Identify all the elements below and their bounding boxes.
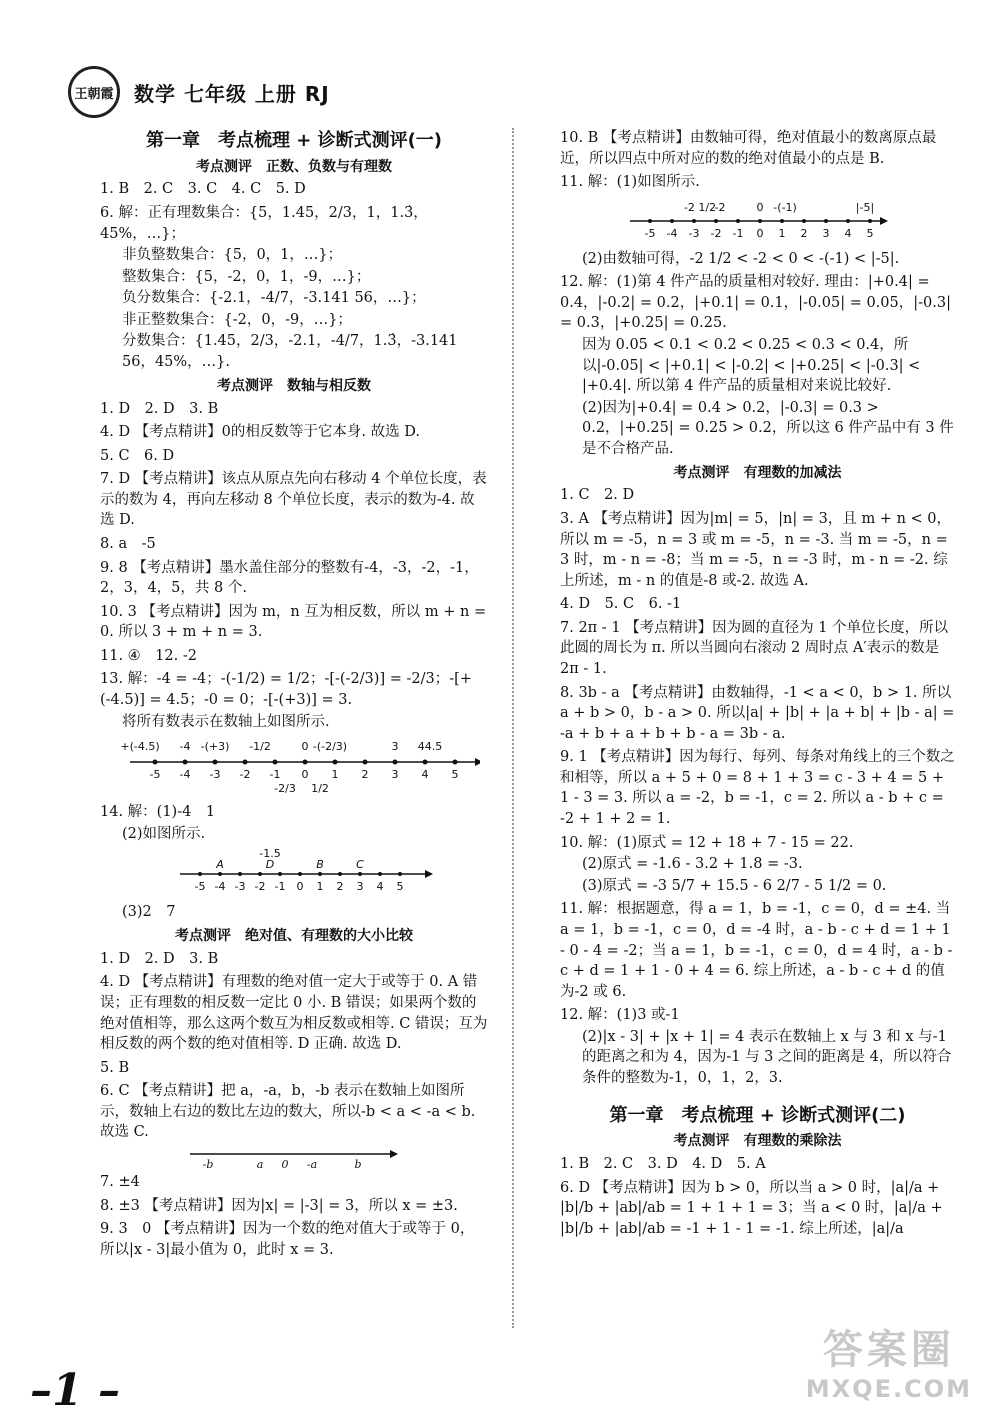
point-label: -(+3) [200, 740, 230, 754]
tick-label: 1 [331, 768, 339, 782]
tick-label: -4 [666, 226, 678, 240]
answer-line: 1. D 2. D 3. B [100, 950, 219, 967]
page-header [68, 64, 330, 120]
tick-label: -4 [214, 880, 226, 894]
point-label: -2/3 [274, 782, 296, 796]
point-label: -a [306, 1157, 318, 1171]
answer-line: 9. 3 0 【考点精讲】因为一个数的绝对值大于或等于 0，所以|x - 3|最小值为 0，此时 x = 3. [100, 1221, 475, 1258]
answer-line: 7. ±4 [100, 1173, 140, 1190]
tick-label: -4 [179, 768, 191, 782]
point-label: a [256, 1157, 264, 1171]
page-number-value: 1 [52, 1365, 83, 1416]
right-column [560, 128, 955, 1242]
page-number: –1 – [30, 1365, 120, 1416]
tick-label: 2 [800, 226, 808, 240]
answer-line: (2)|x - 3| + |x + 1| = 4 表示在数轴上 x 与 3 和 x 与-1 的距离之和为 4，因为-1 与 3 之间的距离是 4，所以符合条件的整数为-1，0，1，2，3. [582, 1028, 952, 1086]
tick-label: 3 [356, 880, 364, 894]
answer-line: 1. D 2. D 3. B [100, 400, 219, 417]
answer-line: 13. 解：-4 = -4；-(-1/2) = 1/2；-[-(-2/3)] = -2/3；-[+(-4.5)] = 4.5；-0 = 0；-[-(+3)] = 3. [100, 671, 472, 709]
tick-label: -5 [149, 768, 161, 782]
answer-line: 8. ±3 【考点精讲】因为|x| = |-3| = 3，所以 x = ±3. [100, 1197, 458, 1214]
tick-label: 3 [391, 768, 399, 782]
answer-line: 9. 8 【考点精讲】墨水盖住部分的整数有-4，-3，-2，-1，2，3，4，5，共 8 个. [100, 559, 479, 597]
answer-line: 11. 解：根据题意，得 a = 1，b = -1，c = 0，d = ±4. 当 a = 1，b = -1，c = 0，d = -4 时，a - b - c + d = 1 + 1 - 0 - 4 = -2；当 a = 1，b = -1，c = 0，d = 4 时，a - b - c + d = 1 + 1 - 0 + 4 = 6. 综上所述，a - b - c + d 的值为-2 或 6. [560, 901, 953, 1000]
answer-line: 4. D 5. C 6. -1 [560, 596, 682, 613]
tick-label: 5 [396, 880, 404, 894]
answer-line: 3. A 【考点精讲】因为|m| = 5，|n| = 3，且 m + n < 0，所以 m = -5，n = 3 或 m = -5，n = -3. 当 m = -5，n = 3 时，m - n = -8；当 m = -5，n = -3 时，m - n = -2. 综上所述，m - n 的值是-8 或-2. 故选 A. [560, 510, 951, 589]
answer-line: 将所有数表示在数轴上如图所示. [122, 713, 330, 730]
answer-line: (2)如图所示. [122, 825, 206, 842]
answer-line: 11. ④ 12. -2 [100, 647, 197, 664]
point-label: 3 [391, 740, 399, 754]
number-line-figure-13 [100, 736, 488, 796]
tick-label: 0 [756, 226, 764, 240]
point-label: -2 1/2 [683, 200, 717, 214]
point-label: 0 [301, 740, 309, 754]
answer-line: 9. 1 【考点精讲】因为每行、每列、每条对角线上的三个数之和相等，所以 a + 5 + 0 = 8 + 1 + 3 = c - 3 + 4 = 5 + 1 - 3 = 3. 所以 a = -2，b = -1，c = 2. 所以 a - b + c = -2 + 1 + 2 = 1. [560, 749, 955, 828]
point-label: -4 [179, 740, 191, 754]
point-label: B [316, 858, 324, 872]
answer-line: 1. B 2. C 3. C 4. C 5. D [100, 181, 306, 198]
answer-line: 5. B [100, 1059, 130, 1076]
number-line-figure-6 [100, 1146, 488, 1172]
answer-line: 11. 解：(1)如图所示. [560, 174, 700, 191]
tick-label: 4 [421, 768, 429, 782]
tick-label: -5 [644, 226, 656, 240]
answer-line: (2)原式 = -1.6 - 3.2 + 1.8 = -3. [582, 856, 803, 873]
answer-line: 10. 解：(1)原式 = 12 + 18 + 7 - 15 = 22. [560, 834, 854, 851]
answer-line: (2)因为|+0.4| = 0.4 > 0.2，|-0.3| = 0.3 > 0.2，|+0.25| = 0.25 > 0.2，所以这 6 件产品中有 3 件是不合格产品. [582, 399, 954, 457]
answer-line: 4. D 【考点精讲】0的相反数等于它本身. 故选 D. [100, 424, 420, 441]
watermark-logo [806, 1318, 972, 1403]
point-label: A [216, 858, 224, 872]
tick-label: -1 [274, 880, 286, 894]
point-label: -2 [714, 200, 726, 214]
answer-line: 1. B 2. C 3. D 4. D 5. A [560, 1156, 766, 1172]
answer-line: 5. C 6. D [100, 447, 175, 464]
book-title: 数学 七年级 上册 RJ [134, 81, 330, 106]
answer-line: (3)原式 = -3 5/7 + 15.5 - 6 2/7 - 5 1/2 = 0. [582, 877, 887, 894]
logo-text: 王朝霞 [74, 86, 114, 102]
tick-label: 5 [866, 226, 874, 240]
answer-line: 4. D 【考点精讲】有理数的绝对值一定大于或等于 0. A 错误；正有理数的相反数一定比 0 小. B 错误；如果两个数的绝对值相等，那么这两个数互为相反数或相等. C 错误；互为相反数的两个数的绝对值相等. D 正确. 故选 D. [100, 974, 488, 1053]
chapter-heading: 第一章 考点梳理 + 诊断式测评(二) [609, 1104, 906, 1126]
watermark-text: 答案圈 [822, 1327, 955, 1373]
tick-label: -1 [732, 226, 744, 240]
answer-line: 6. C 【考点精讲】把 a，-a，b，-b 表示在数轴上如图所示，数轴上右边的数比左边的数大，所以-b < a < -a < b. 故选 C. [100, 1083, 476, 1141]
section-heading: 考点测评 正数、负数与有理数 [196, 158, 392, 175]
tick-label: 5 [451, 768, 459, 782]
tick-label: -3 [209, 768, 221, 782]
answer-line: 8. 3b - a 【考点精讲】由数轴得，-1 < a < 0，b > 1. 所以 a + b > 0，b - a > 0. 所以|a| + |b| + |a + b| + |b - a| = -a + b + a + b + b - a = 3b - a. [560, 684, 955, 742]
tick-label: -3 [688, 226, 700, 240]
answer-line: (3)2 7 [122, 904, 176, 921]
tick-label: 3 [822, 226, 830, 240]
answer-line: 非正整数集合：{-2，0，-9，…}； [122, 311, 352, 328]
left-column [100, 128, 488, 1263]
section-heading: 考点测评 数轴与相反数 [217, 377, 371, 394]
answer-line: 因为 0.05 < 0.1 < 0.2 < 0.25 < 0.3 < 0.4，所以|-0.05| < |+0.1| < |-0.2| < |+0.25| < |-0.3| < |+0.4|. 所以第 4 件产品的质量相对来说比较好. [582, 337, 921, 395]
tick-label: 2 [336, 880, 344, 894]
point-label: -1.5 [259, 848, 281, 861]
tick-label: -2 [710, 226, 722, 240]
answer-line: 6. D 【考点精讲】因为 b > 0，所以当 a > 0 时，|a|/a + |b|/b + |ab|/ab = 1 + 1 + 1 = 3；当 a < 0 时，|a|/a + |b|/b + |ab|/ab = -1 + 1 - 1 = -1. 综上所述，|a|/a [560, 1179, 943, 1237]
point-label: -(-1) [773, 200, 797, 214]
tick-label: -2 [239, 768, 251, 782]
answer-line: 非负整数集合：{5，0，1，…}； [122, 247, 343, 264]
point-label: +(-4.5) [120, 740, 160, 754]
point-label: C [356, 858, 364, 872]
tick-label: 1 [316, 880, 324, 894]
tick-label: -1 [269, 768, 281, 782]
column-divider [512, 128, 514, 1328]
answer-line: 7. 2π - 1 【考点精讲】因为圆的直径为 1 个单位长度，所以此圆的周长为 π. 所以当圆向右滚动 2 周时点 A′表示的数是 2π - 1. [560, 619, 949, 678]
section-heading: 考点测评 有理数的乘除法 [673, 1133, 842, 1150]
tick-label: 0 [296, 880, 304, 894]
watermark-url: MXQE.COM [805, 1375, 972, 1403]
section-heading: 考点测评 绝对值、有理数的大小比较 [175, 927, 413, 944]
point-label: b [354, 1157, 362, 1171]
answer-line: (2)由数轴可得，-2 1/2 < -2 < 0 < -(-1) < |-5|. [582, 250, 900, 267]
answer-line: 8. a -5 [100, 535, 156, 552]
tick-label: 0 [301, 768, 309, 782]
answer-line: 负分数集合：{-2.1，-4/7，-3.141 56，…}； [122, 290, 426, 307]
point-label: |-5| [855, 200, 875, 214]
point-label: 0 [281, 1157, 289, 1171]
point-label: -(-2/3) [312, 740, 348, 754]
number-line-figure-11 [560, 197, 955, 245]
answer-line: 12. 解：(1)3 或-1 [560, 1007, 680, 1024]
answer-line: 分数集合：{1.45，2/3，-2.1，-4/7，1.3̇，-3.141 56，45%，…}. [122, 333, 458, 371]
tick-label: -3 [234, 880, 246, 894]
number-line-figure-14 [100, 848, 488, 898]
answer-line: 整数集合：{5，-2，0，1，-9，…}； [122, 268, 371, 285]
answer-line: 12. 解：(1)第 4 件产品的质量相对较好. 理由：|+0.4| = 0.4，|-0.2| = 0.2，|+0.1| = 0.1，|-0.05| = 0.05，|-0.3| = 0.3，|+0.25| = 0.25. [560, 274, 951, 332]
answer-line: 10. 3 【考点精讲】因为 m，n 互为相反数，所以 m + n = 0. 所以 3 + m + n = 3. [100, 603, 487, 641]
answer-line: 6. 解：正有理数集合：{5，1.45，2/3，1，1.3̇，45%，…}； [100, 205, 428, 242]
point-label: 1/2 [311, 782, 329, 796]
answer-line: 1. C 2. D [560, 487, 635, 504]
point-label: 44.5 [417, 740, 443, 754]
chapter-heading: 第一章 考点梳理 + 诊断式测评(一) [145, 130, 443, 151]
tick-label: -2 [254, 880, 266, 894]
point-label: 0 [756, 200, 764, 214]
section-heading: 考点测评 有理数的加减法 [673, 464, 842, 481]
point-label: D [265, 858, 275, 872]
point-label: -b [202, 1157, 214, 1171]
answer-line: 7. D 【考点精讲】该点从原点先向右移动 4 个单位长度，表示的数为 4，再向左移动 8 个单位长度，表示的数为-4. 故选 D. [100, 471, 487, 529]
tick-label: 4 [844, 226, 852, 240]
answer-line: 10. B 【考点精讲】由数轴可得，绝对值最小的数离原点最近，所以四点中所对应的数的绝对值最小的点是 B. [560, 130, 937, 167]
point-label: -1/2 [249, 740, 271, 754]
tick-label: 1 [778, 226, 786, 240]
answer-line: 14. 解：(1)-4 1 [100, 804, 216, 821]
tick-label: 2 [361, 768, 369, 782]
tick-label: -5 [194, 880, 206, 894]
tick-label: 4 [376, 880, 384, 894]
publisher-logo-icon [68, 66, 120, 118]
